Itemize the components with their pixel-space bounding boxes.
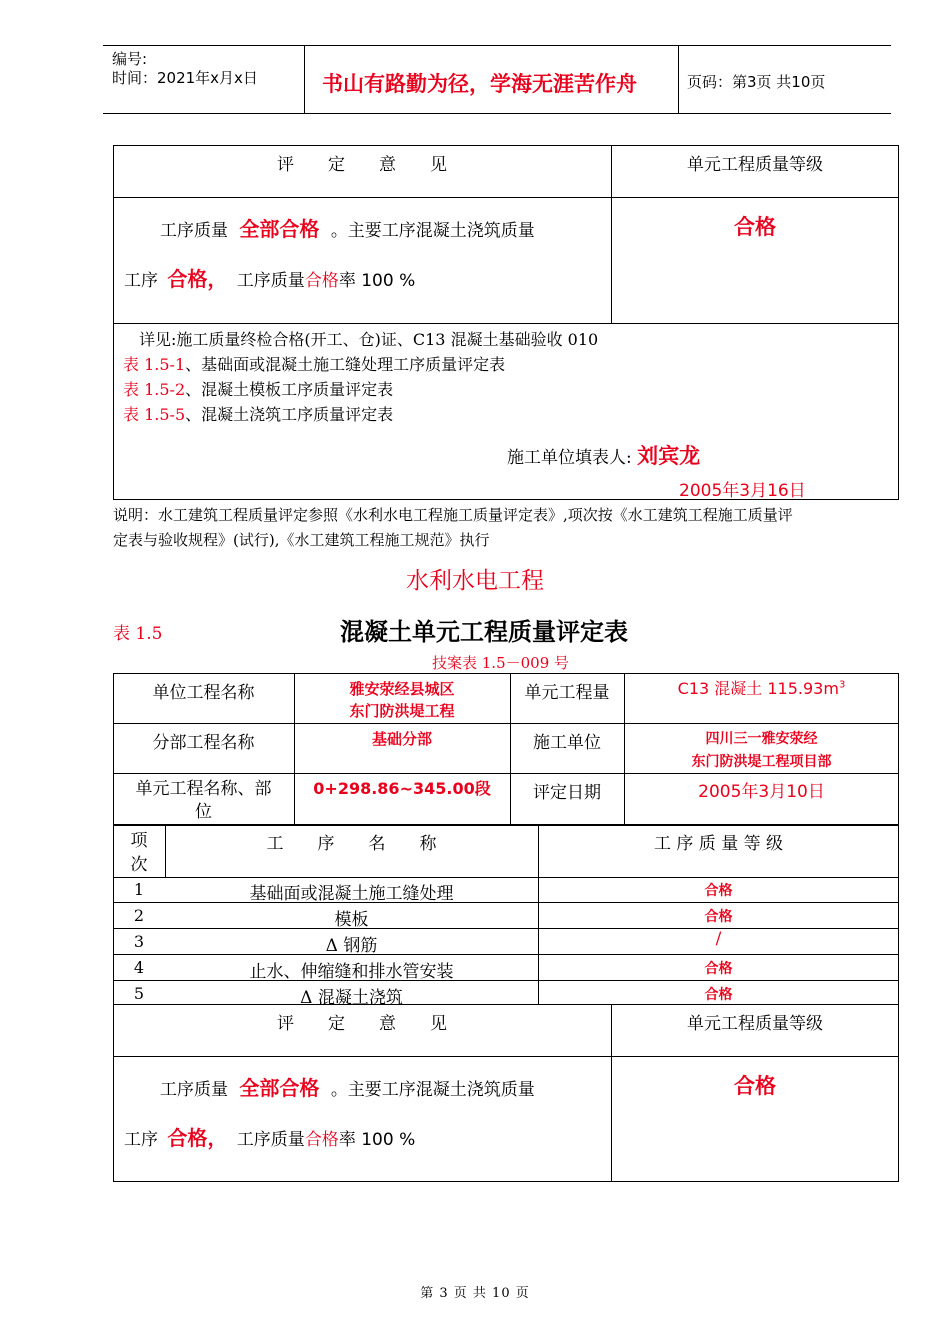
opinion-header: 评 定 意 见 [277,1014,447,1034]
opinion-text: 工序 [124,271,158,291]
table-code: 技案表 1.5－009 号 [432,654,570,672]
col-name-header: 工 序 名 称 [266,834,437,854]
row-grade: / [715,929,722,949]
unit-quantity-value [624,676,899,699]
col-grade-header: 工 序 质 量 等 级 [653,834,784,854]
unit-quantity-text: C13 混凝土 115.93m [677,679,839,698]
opinion-text: 。主要工序混凝土浇筑质量 [330,1080,535,1100]
opinion-line-2 [124,263,415,292]
row-number: 1 [133,880,145,899]
details-line: 详见:施工质量终检合格(开工、仓)证、C13 混凝土基础验收 010 [139,330,599,349]
qualified-text: 合格， [167,1126,228,1150]
section-title: 水利水电工程 [406,568,544,594]
qualified-rate-text: 合格 [304,271,339,291]
table-title: 混凝土单元工程质量评定表 [340,618,628,646]
details-line: 表 1.5-1、基础面或混凝土施工缝处理工序质量评定表 [123,355,506,374]
all-qualified-text: 全部合格 [239,1076,320,1100]
unit-grade-value: 合格 [734,1073,776,1098]
filler-label: 施工单位填表人: [507,448,632,468]
note-line-2: 定表与验收规程》(试行),《水工建筑工程施工规范》执行 [113,531,490,549]
opinion-text: 工序质量 [160,1080,228,1100]
block1-date: 2005年3月16日 [679,481,806,501]
opinion-text: 工序 [124,1130,158,1150]
grade-header: 单元工程质量等级 [687,1014,823,1034]
row-process-name: 基础面或混凝土施工缝处理 [249,884,454,904]
opinion-line-2 [124,1122,415,1151]
opinion-text: 工序质量 [160,221,228,241]
row-grade: 合格 [704,961,733,977]
row-process-name: 模板 [334,910,369,930]
row-process-name: Δ 混凝土浇筑 [300,988,403,1008]
row-grade: 合格 [704,883,733,899]
unit-name-label-line: 单元工程名称、部 [135,779,272,799]
opinion-text: 工序质量 [236,1130,305,1150]
header-page-number: 页码：第3页 共10页 [687,73,826,91]
eval-date-value: 2005年3月10日 [698,782,825,802]
row-number: 3 [133,932,145,951]
unit-name-label-line: 位 [195,802,212,822]
construction-unit-line: 四川三一雅安荥经 [705,731,818,747]
unit-grade-value: 合格 [734,214,776,239]
sub-project-label: 分部工程名称 [152,733,255,753]
col-item-header [113,829,165,877]
row-grade: 合格 [704,987,733,1003]
row-process-name: 止水、伸缩缝和排水管安装 [249,962,454,982]
document-time: 时间：2021年x月x日 [112,69,258,87]
construction-unit-label: 施工单位 [533,733,601,753]
qualified-rate: 率 100 % [338,271,416,291]
opinion-text: 工序质量 [236,271,305,291]
filler-row [507,440,700,470]
details-line: 表 1.5-2、混凝土模板工序质量评定表 [123,380,394,399]
unit-name-label [113,778,294,824]
unit-quantity-sup: 3 [838,679,846,691]
col-item-header-line: 次 [130,855,148,875]
filler-signature: 刘宾龙 [637,443,701,468]
unit-project-label: 单位工程名称 [152,683,255,703]
document-number-label: 编号: [112,50,148,68]
unit-quantity-label: 单元工程量 [524,683,610,703]
eval-date-label: 评定日期 [533,783,601,803]
page-footer: 第 3 页 共 10 页 [420,1286,530,1301]
opinion-header: 评 定 意 见 [277,155,447,175]
opinion-line-1 [160,1072,535,1101]
construction-unit-line: 东门防洪堤工程项目部 [691,754,832,770]
unit-name-value: 0+298.86~345.00段 [313,779,491,798]
qualified-rate: 率 100 % [338,1130,416,1150]
table-label: 表 1.5 [113,624,163,644]
unit-project-value-line: 雅安荥经县城区 [349,680,455,698]
opinion-text: 。主要工序混凝土浇筑质量 [330,221,535,241]
details-line: 表 1.5-5、混凝土浇筑工序质量评定表 [123,405,394,424]
row-number: 2 [133,906,145,925]
qualified-text: 合格， [167,267,228,291]
construction-unit-value [624,728,899,774]
header-motto: 书山有路勤为径，学海无涯苦作舟 [322,72,637,96]
row-process-name: Δ 钢筋 [325,936,378,956]
qualified-rate-text: 合格 [304,1130,339,1150]
grade-header: 单元工程质量等级 [687,155,823,175]
unit-project-value [294,678,510,722]
sub-project-value: 基础分部 [371,730,432,748]
opinion-line-1 [160,213,535,242]
note-line-1: 说明：水工建筑工程质量评定参照《水利水电工程施工质量评定表》,项次按《水工建筑工程施工质量评 [113,506,793,524]
row-number: 4 [133,958,145,977]
unit-project-value-line: 东门防洪堤工程 [349,702,455,720]
all-qualified-text: 全部合格 [239,217,320,241]
col-item-header-line: 项 [130,831,148,851]
row-grade: 合格 [704,909,733,925]
row-number: 5 [133,984,145,1003]
